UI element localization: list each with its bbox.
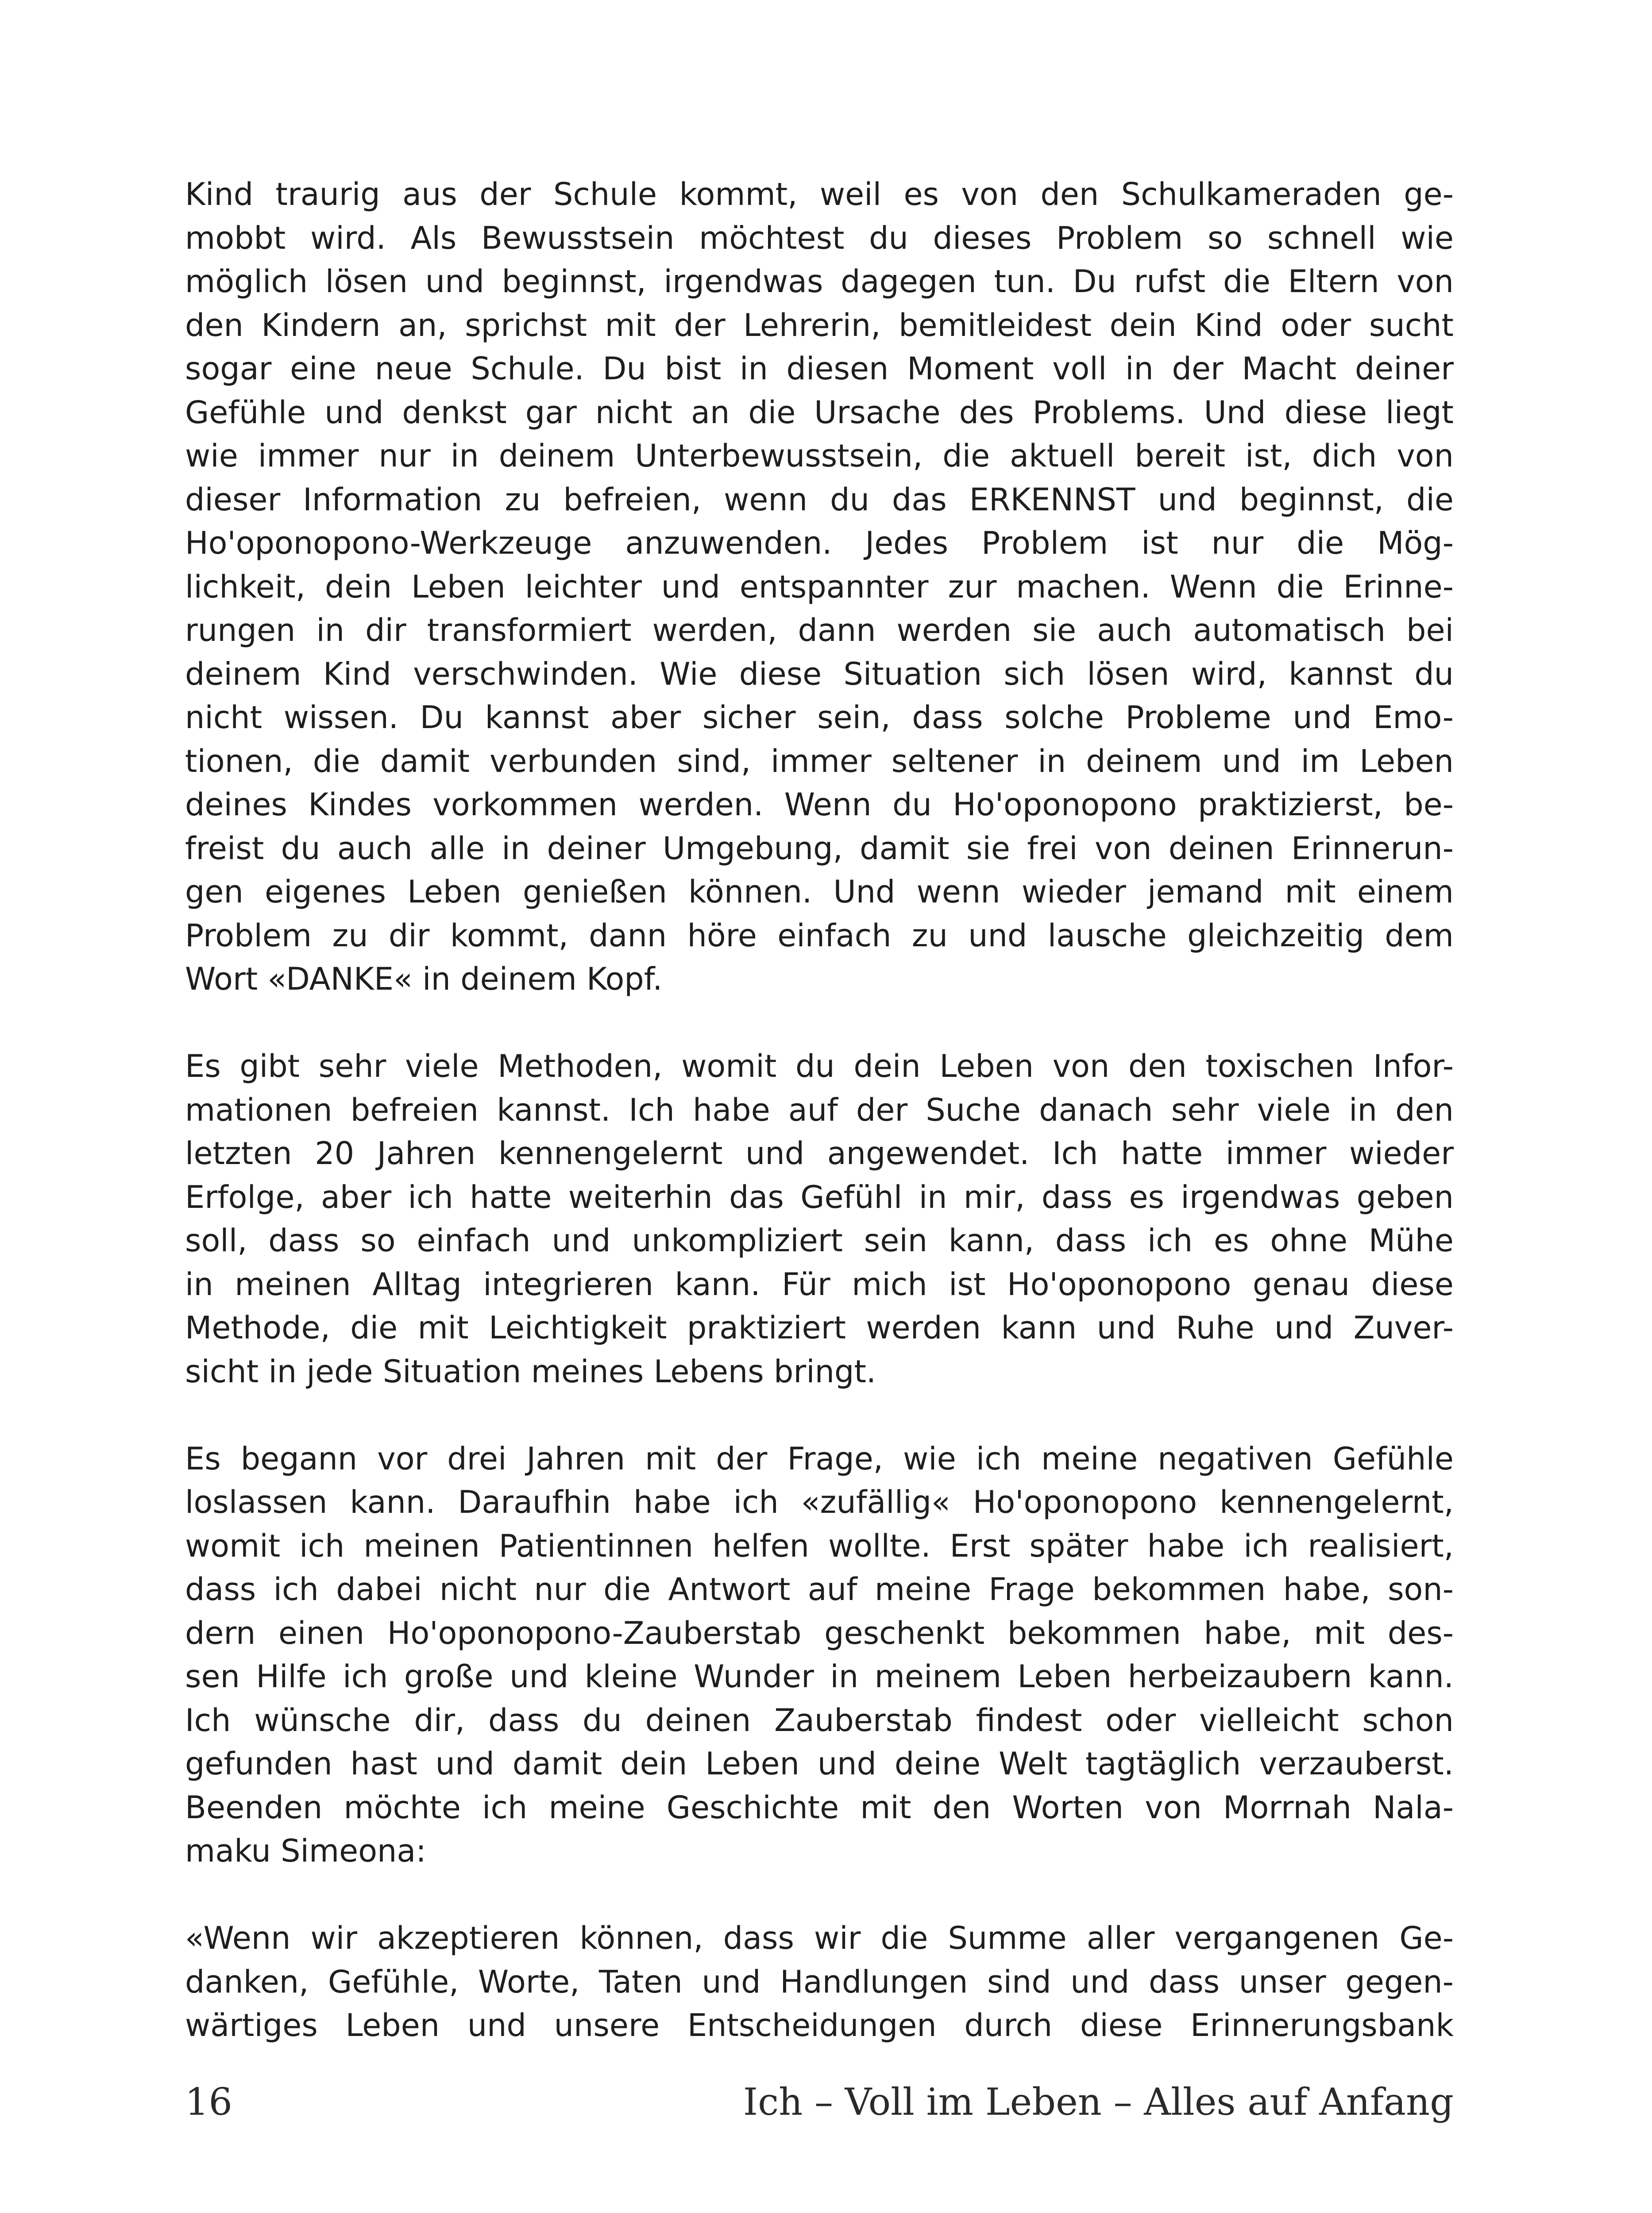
- text-line: danken, Gefühle, Worte, Taten und Handlungen sind und dass unser gegen-: [185, 1963, 1454, 2000]
- body-text: [185, 173, 1454, 2091]
- text-line: freist du auch alle in deiner Umgebung, damit sie frei von deinen Erinnerun-: [185, 830, 1454, 867]
- page-footer: [185, 2080, 1454, 2133]
- text-line: maku Simeona:: [185, 1833, 426, 1869]
- text-line: dieser Information zu befreien, wenn du das ERKENNST und beginnst, die: [185, 481, 1454, 518]
- text-line: Gefühle und denkst gar nicht an die Ursache des Problems. Und diese liegt: [185, 394, 1454, 431]
- paragraph: [185, 173, 1454, 1001]
- text-line: soll, dass so einfach und unkompliziert sein kann, dass ich es ohne Mühe: [185, 1222, 1454, 1259]
- text-line: rungen in dir transformiert werden, dann werden sie auch automatisch bei: [185, 612, 1454, 648]
- text-line: wie immer nur in deinem Unterbewusstsein, die aktuell bereit ist, dich von: [185, 438, 1454, 474]
- text-line: letzten 20 Jahren kennengelernt und angewendet. Ich hatte immer wieder: [185, 1135, 1454, 1172]
- text-line: gefunden hast und damit dein Leben und deine Welt tagtäglich verzauberst.: [185, 1746, 1454, 1782]
- text-line: Kind traurig aus der Schule kommt, weil es von den Schulkameraden ge-: [185, 176, 1454, 212]
- text-line: wärtiges Leben und unsere Entscheidungen durch diese Erinnerungsbank: [185, 2007, 1454, 2043]
- text-line: womit ich meinen Patientinnen helfen wollte. Erst später habe ich realisiert,: [185, 1527, 1454, 1564]
- text-line: Beenden möchte ich meine Geschichte mit den Worten von Morrnah Nala-: [185, 1789, 1454, 1826]
- text-line: gen eigenes Leben genießen können. Und wenn wieder jemand mit einem: [185, 874, 1454, 910]
- text-line: sen Hilfe ich große und kleine Wunder in meinem Leben herbeizaubern kann.: [185, 1658, 1454, 1695]
- text-line: dass ich dabei nicht nur die Antwort auf meine Frage bekommen habe, son-: [185, 1571, 1454, 1608]
- text-line: deinem Kind verschwinden. Wie diese Situation sich lösen wird, kannst du: [185, 655, 1454, 692]
- text-line: Wort «DANKE« in deinem Kopf.: [185, 961, 663, 997]
- text-line: sicht in jede Situation meines Lebens bringt.: [185, 1353, 876, 1390]
- paragraph: [185, 1045, 1454, 1393]
- text-line: Methode, die mit Leichtigkeit praktiziert werden kann und Ruhe und Zuver-: [185, 1310, 1454, 1346]
- text-line: «Wenn wir akzeptieren können, dass wir die Summe aller vergangenen Ge-: [185, 1920, 1454, 1956]
- text-line: mationen befreien kannst. Ich habe auf der Suche danach sehr viele in den: [185, 1091, 1454, 1128]
- text-line: Problem zu dir kommt, dann höre einfach zu und lausche gleichzeitig dem: [185, 917, 1454, 954]
- text-line: Es gibt sehr viele Methoden, womit du dein Leben von den toxischen Infor-: [185, 1048, 1454, 1084]
- text-line: Es begann vor drei Jahren mit der Frage, wie ich meine negativen Gefühle: [185, 1440, 1454, 1477]
- paragraph: [185, 1916, 1454, 2047]
- text-line: tionen, die damit verbunden sind, immer seltener in deinem und im Leben: [185, 743, 1454, 779]
- text-line: lichkeit, dein Leben leichter und entspannter zur machen. Wenn die Erinne-: [185, 568, 1454, 605]
- text-line: in meinen Alltag integrieren kann. Für mich ist Ho'oponopono genau diese: [185, 1266, 1454, 1303]
- text-line: Ich wünsche dir, dass du deinen Zauberstab findest oder vielleicht schon: [185, 1702, 1454, 1739]
- text-line: den Kindern an, sprichst mit der Lehrerin, bemitleidest dein Kind oder sucht: [185, 307, 1454, 343]
- page-number: 16: [185, 2080, 232, 2124]
- text-line: sogar eine neue Schule. Du bist in diesen Moment voll in der Macht deiner: [185, 351, 1454, 387]
- paragraph: [185, 1437, 1454, 1873]
- text-line: möglich lösen und beginnst, irgendwas dagegen tun. Du rufst die Eltern von: [185, 263, 1454, 300]
- text-line: nicht wissen. Du kannst aber sicher sein, dass solche Probleme und Emo-: [185, 699, 1454, 736]
- text-line: loslassen kann. Daraufhin habe ich «zufällig« Ho'oponopono kennengelernt,: [185, 1484, 1454, 1520]
- text-line: Erfolge, aber ich hatte weiterhin das Gefühl in mir, dass es irgendwas geben: [185, 1179, 1454, 1215]
- text-line: mobbt wird. Als Bewusstsein möchtest du dieses Problem so schnell wie: [185, 220, 1454, 256]
- text-line: deines Kindes vorkommen werden. Wenn du Ho'oponopono praktizierst, be-: [185, 787, 1454, 823]
- text-line: dern einen Ho'oponopono-Zauberstab geschenkt bekommen habe, mit des-: [185, 1615, 1454, 1651]
- text-line: Ho'oponopono-Werkzeuge anzuwenden. Jedes Problem ist nur die Mög-: [185, 525, 1454, 561]
- running-title: Ich – Voll im Leben – Alles auf Anfang: [743, 2080, 1454, 2124]
